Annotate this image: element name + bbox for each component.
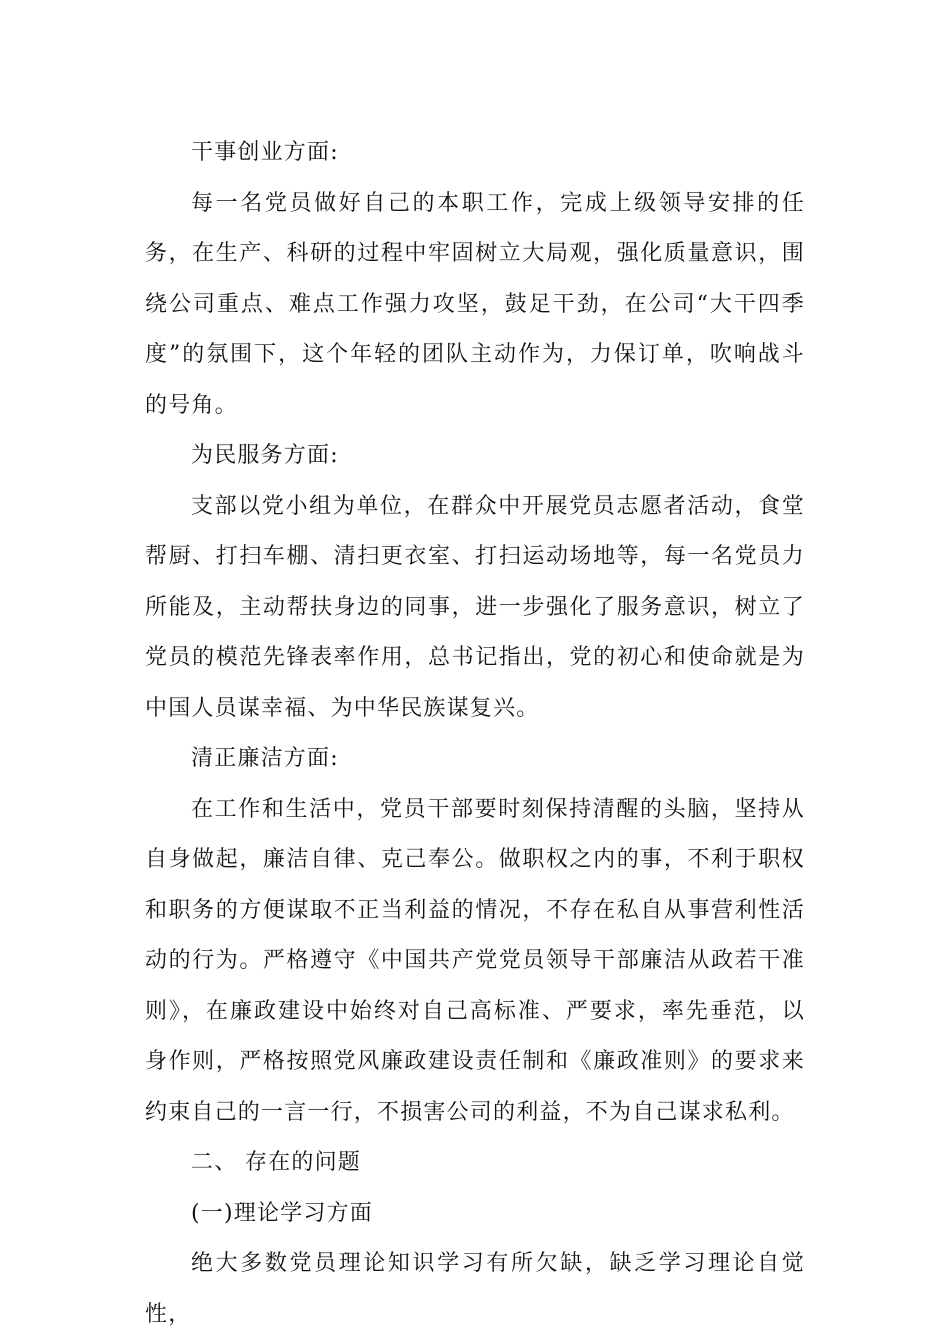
paragraph-integrity: 在工作和生活中，党员干部要时刻保持清醒的头脑，坚持从自身做起，廉洁自律、克己奉公。做职权之内的事，不利于职权和职务的方便谋取不正当利益的情况，不存在私自从事营利性活动的行为。严格遵守《中国共产党党员领导干部廉洁从政若干准则》，在廉政建设中始终对自己高标准、严要求，率先垂范，以身作则，严格按照党风廉政建设责任制和《廉政准则》的要求来约束自己的一言一行，不损害公司的利益，不为自己谋求私利。 xyxy=(145,796,805,1125)
section-heading-problems xyxy=(145,1138,805,1189)
paragraph-serving-people: 支部以党小组为单位，在群众中开展党员志愿者活动，食堂帮厨、打扫车棚、清扫更衣室、打扫运动场地等，每一名党员力所能及，主动帮扶身边的同事，进一步强化了服务意识，树立了党员的模范先锋表率作用，总书记指出，党的初心和使命就是为中国人员谋幸福、为中华民族谋复兴。 xyxy=(145,493,805,721)
heading-integrity: 清正廉洁方面: xyxy=(191,746,339,771)
heading-entrepreneurship: 干事创业方面: xyxy=(191,140,339,165)
document-body xyxy=(145,128,805,1340)
paragraph-theory-study: 绝大多数党员理论知识学习有所欠缺，缺乏学习理论自觉性， xyxy=(145,1251,805,1327)
heading-theory-study: (一)理论学习方面 xyxy=(191,1200,373,1226)
heading-serving-people: 为民服务方面: xyxy=(191,443,339,468)
section-number: 二、 xyxy=(191,1150,238,1175)
paragraph-entrepreneurship: 每一名党员做好自己的本职工作，完成上级领导安排的任务，在生产、科研的过程中牢固树立大局观，强化质量意识，围绕公司重点、难点工作强力攻坚，鼓足干劲，在公司“大干四季度”的氛围下，这个年轻的团队主动作为，力保订单，吹响战斗的号角。 xyxy=(145,190,805,418)
section-title: 存在的问题 xyxy=(245,1150,362,1175)
